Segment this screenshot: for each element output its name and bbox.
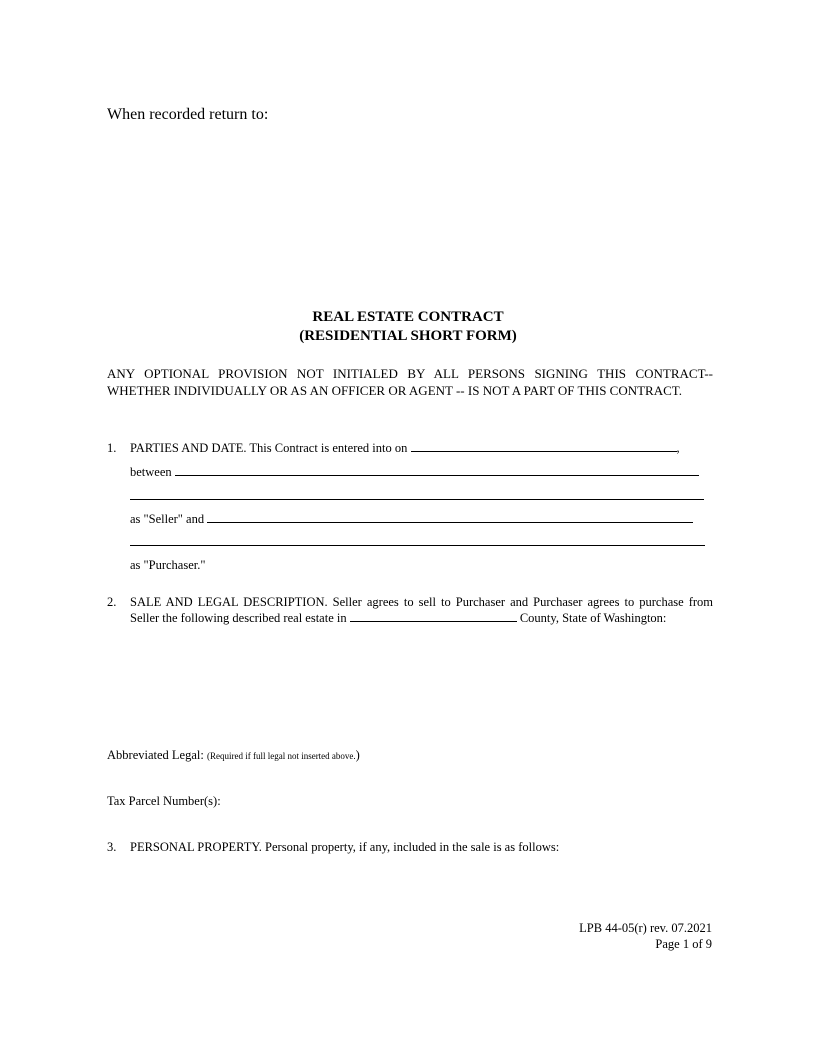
purchaser-name-field[interactable] bbox=[207, 521, 693, 523]
section-3-personal-property: PERSONAL PROPERTY. Personal property, if any, included in the sale is as follows: bbox=[130, 840, 560, 854]
abbreviated-legal bbox=[107, 748, 360, 763]
section-2-sale-legal-description bbox=[130, 594, 713, 626]
document-title: REAL ESTATE CONTRACT bbox=[312, 309, 504, 325]
section-2-line-2-suffix: County, State of Washington: bbox=[519, 611, 667, 625]
document-subtitle: (RESIDENTIAL SHORT FORM) bbox=[299, 328, 517, 344]
section-1-text: PARTIES AND DATE. This Contract is entered into on bbox=[130, 441, 408, 455]
seller-name-field[interactable] bbox=[175, 474, 699, 476]
purchaser-label: as "Purchaser." bbox=[130, 558, 206, 572]
notice-line-1: ANY OPTIONAL PROVISION NOT INITIALED BY ALL PERSONS SIGNING THIS CONTRACT-- bbox=[107, 366, 713, 381]
seller-line bbox=[130, 512, 693, 527]
form-id: LPB 44-05(r) rev. 07.2021 bbox=[579, 921, 712, 935]
section-2-line-2 bbox=[130, 611, 666, 625]
between-label: between bbox=[130, 465, 172, 479]
abbreviated-legal-label: Abbreviated Legal: bbox=[107, 748, 204, 762]
section-2-line-1: SALE AND LEGAL DESCRIPTION. Seller agrees to sell to Purchaser and Purchaser agrees to purchase from bbox=[130, 595, 713, 609]
section-1-comma: , bbox=[676, 441, 680, 455]
return-to-label: When recorded return to: bbox=[107, 106, 269, 123]
notice-line-2: WHETHER INDIVIDUALLY OR AS AN OFFICER OR AGENT -- IS NOT A PART OF THIS CONTRACT. bbox=[107, 383, 683, 398]
section-2-number: 2. bbox=[107, 595, 117, 609]
section-1-number: 1. bbox=[107, 441, 117, 455]
seller-label: as "Seller" and bbox=[130, 512, 205, 526]
section-3-number: 3. bbox=[107, 840, 117, 854]
abbreviated-legal-close: ) bbox=[355, 748, 360, 762]
tax-parcel-label: Tax Parcel Number(s): bbox=[107, 794, 221, 808]
between-line bbox=[130, 465, 699, 480]
abbreviated-legal-note: (Required if full legal not inserted above. bbox=[206, 751, 356, 761]
contract-date-field[interactable] bbox=[411, 450, 677, 452]
purchaser-name-field-line-2[interactable] bbox=[130, 545, 705, 546]
section-2-line-2-prefix: Seller the following described real estate in bbox=[130, 611, 347, 625]
seller-name-field-line-2[interactable] bbox=[130, 499, 704, 500]
county-field[interactable] bbox=[350, 620, 517, 622]
optional-provision-notice bbox=[107, 365, 713, 399]
page-number: Page 1 of 9 bbox=[655, 937, 712, 951]
section-1-parties-date bbox=[130, 441, 680, 456]
